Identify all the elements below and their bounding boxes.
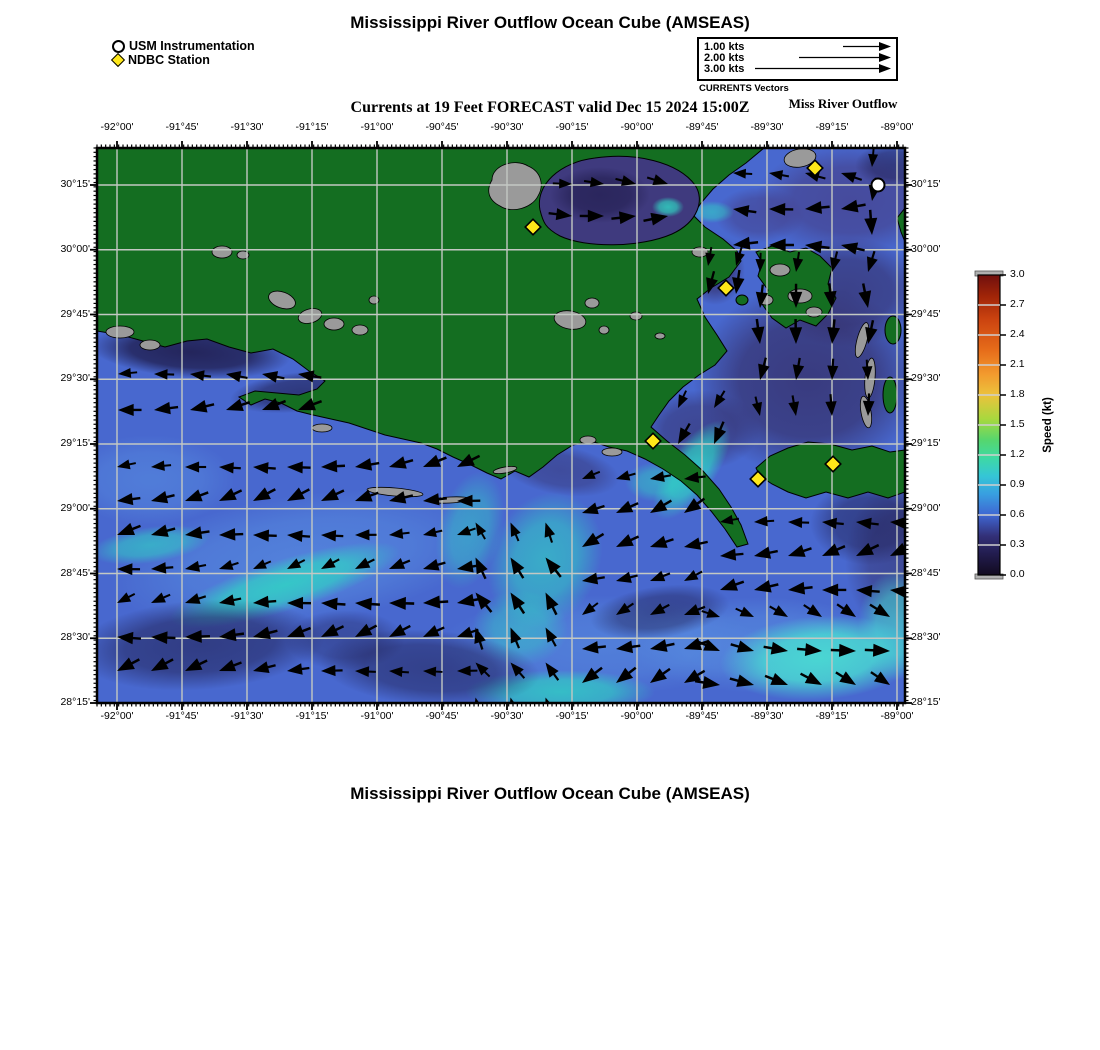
y-axis-label-right: 30°15' xyxy=(911,178,941,190)
vector-scale-row xyxy=(704,41,891,52)
x-axis-label-top: -90°00' xyxy=(620,121,654,133)
x-axis-label-bottom: -89°30' xyxy=(750,710,784,722)
x-axis-label-bottom: -90°45' xyxy=(425,710,459,722)
vector-scale-label: 2.00 kts xyxy=(704,51,745,64)
ndbc-legend-label: NDBC Station xyxy=(128,53,210,67)
colorbar-title: Speed (kt) xyxy=(1042,397,1054,453)
y-axis-label-left: 29°30' xyxy=(60,372,90,385)
vector-scale-row xyxy=(704,52,891,63)
x-axis-label-top: -91°45' xyxy=(165,121,199,133)
x-axis-label-top: -91°00' xyxy=(360,121,394,133)
colorbar-tick-label: 3.0 xyxy=(1010,268,1025,280)
x-axis-label-bottom: -89°45' xyxy=(685,710,719,722)
y-axis-label-right: 29°00' xyxy=(911,501,941,514)
y-axis-label-left: 30°15' xyxy=(60,178,90,190)
region-label: Miss River Outflow xyxy=(788,96,898,111)
vector-scale-label: 1.00 kts xyxy=(704,40,745,53)
x-axis-label-bottom: -91°45' xyxy=(165,710,199,722)
y-axis-label-left: 30°00' xyxy=(60,242,90,255)
colorbar-tick-label: 0.3 xyxy=(1010,538,1025,550)
colorbar-tick-label: 1.8 xyxy=(1010,388,1025,400)
colorbar-tick-label: 0.9 xyxy=(1010,478,1025,490)
ndbc-diamond-icon xyxy=(111,53,125,67)
vector-scale-arrow xyxy=(753,52,891,63)
lake-pontchartrain xyxy=(539,156,699,244)
vector-scale-row xyxy=(704,63,891,74)
colorbar-tick-label: 1.5 xyxy=(1010,418,1025,430)
vector-scale-arrow xyxy=(753,63,891,74)
usm-instrumentation-marker xyxy=(872,179,885,192)
x-axis-label-bottom: -91°30' xyxy=(230,710,264,722)
colorbar-tick-label: 1.2 xyxy=(1010,448,1025,460)
x-axis-label-bottom: -91°15' xyxy=(295,710,329,722)
x-axis-label-top: -89°45' xyxy=(685,121,719,133)
vector-scale-label: 3.00 kts xyxy=(704,62,745,75)
map-canvas xyxy=(65,143,965,723)
y-axis-label-left: 28°45' xyxy=(60,566,90,579)
x-axis-label-bottom: -92°00' xyxy=(100,710,134,722)
x-axis-label-top: -90°15' xyxy=(555,121,589,133)
x-axis-label-bottom: -90°30' xyxy=(490,710,524,722)
colorbar-tick-label: 2.7 xyxy=(1010,298,1025,310)
x-axis-label-top: -91°15' xyxy=(295,121,329,133)
usm-legend-row xyxy=(112,39,255,53)
usm-circle-icon xyxy=(112,40,125,53)
x-axis-label-top: -92°00' xyxy=(100,121,134,133)
gray-lake-west-of-pontchartrain xyxy=(489,163,541,210)
y-axis-label-right: 30°00' xyxy=(911,242,941,255)
y-axis-label-right: 28°45' xyxy=(911,566,941,579)
vector-scale-arrow xyxy=(753,41,891,52)
x-axis-label-top: -89°30' xyxy=(750,121,784,133)
colorbar-tick-label: 0.0 xyxy=(1010,568,1025,580)
x-axis-label-bottom: -89°00' xyxy=(880,710,914,722)
vector-scale-caption: CURRENTS Vectors xyxy=(699,83,789,94)
y-axis-label-left: 28°30' xyxy=(60,631,90,644)
y-axis-label-left: 29°45' xyxy=(60,307,90,320)
y-axis-label-right: 29°30' xyxy=(911,372,941,385)
y-axis-label-right: 28°30' xyxy=(911,631,941,644)
x-axis-label-bottom: -91°00' xyxy=(360,710,394,722)
x-axis-label-top: -90°30' xyxy=(490,121,524,133)
forecast-subtitle: Currents at 19 Feet FORECAST valid Dec 15 2024 15:00Z xyxy=(350,99,750,116)
colorbar-tick-label: 0.6 xyxy=(1010,508,1025,520)
figure-title-top: Mississippi River Outflow Ocean Cube (AMSEAS) xyxy=(350,13,750,32)
x-axis-label-bottom: -90°15' xyxy=(555,710,589,722)
y-axis-label-right: 28°15' xyxy=(911,696,941,708)
usm-legend-label: USM Instrumentation xyxy=(129,39,255,53)
x-axis-label-bottom: -90°00' xyxy=(620,710,654,722)
y-axis-label-left: 29°00' xyxy=(60,501,90,514)
station-legend xyxy=(112,39,255,67)
figure-title-bottom: Mississippi River Outflow Ocean Cube (AMSEAS) xyxy=(350,784,750,803)
ndbc-legend-row xyxy=(112,53,255,67)
y-axis-label-right: 29°45' xyxy=(911,307,941,320)
y-axis-label-left: 28°15' xyxy=(60,696,90,708)
x-axis-label-top: -91°30' xyxy=(230,121,264,133)
y-axis-label-right: 29°15' xyxy=(911,437,941,449)
y-axis-label-left: 29°15' xyxy=(60,437,90,449)
x-axis-label-bottom: -89°15' xyxy=(815,710,849,722)
vector-scale-box xyxy=(697,37,898,81)
x-axis-label-top: -90°45' xyxy=(425,121,459,133)
x-axis-label-top: -89°15' xyxy=(815,121,849,133)
x-axis-label-top: -89°00' xyxy=(880,121,914,133)
colorbar-tick-label: 2.4 xyxy=(1010,328,1025,340)
colorbar-tick-label: 2.1 xyxy=(1010,358,1025,370)
speed-colorbar xyxy=(975,271,1006,579)
